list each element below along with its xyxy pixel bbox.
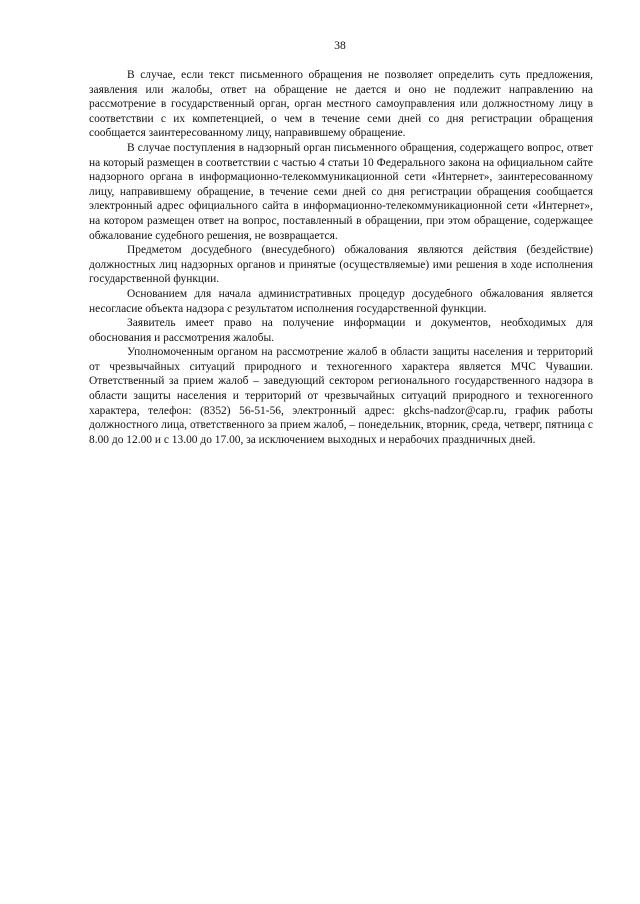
page-number: 38	[334, 40, 346, 52]
document-body	[89, 68, 593, 447]
paragraph-appeal-grounds: Основанием для начала административных процедур досудебного обжалования является несогласие объекта надзора с результатом исполнения государственной функции.	[89, 287, 593, 315]
paragraph-published-answer: В случае поступления в надзорный орган письменного обращения, содержащего вопрос, ответ на который размещен в соответствии с частью 4 статьи 10 Федерального закона на официальном сайте надзорного органа в информационно-телекоммуникационной сети «Интернет», заинтересованному лицу, направившему обращение, в течение семи дней со дня регистрации обращения сообщается электронный адрес официального сайта в информационно-телекоммуникационной сети «Интернет», на котором размещен ответ на вопрос, поставленный в обращении, при этом обращение, содержащее обжалование судебного решения, не возвращается.	[89, 141, 593, 242]
paragraph-applicant-rights: Заявитель имеет право на получение информации и документов, необходимых для обоснования и рассмотрения жалобы.	[89, 317, 593, 344]
paragraph-unclear-appeal: В случае, если текст письменного обращения не позволяет определить суть предложения, заявления или жалобы, ответ на обращение не дается и оно не подлежит направлению на рассмотрение в государственный орган, орган местного самоуправления или должностному лицу в соответствии с их компетенцией, о чем в течение семи дней со дня регистрации обращения сообщается заинтересованному лицу, направившему обращение.	[89, 69, 593, 140]
paragraph-appeal-subject: Предметом досудебного (внесудебного) обжалования являются действия (бездействие) должностных лиц надзорных органов и принятые (осуществляемые) ими решения в ходе исполнения государственной функции.	[89, 244, 593, 286]
paragraph-responsible-body: Уполномоченным органом на рассмотрение жалоб в области защиты населения и территорий от чрезвычайных ситуаций природного и техногенного характера является МЧС Чувашии. Ответственный за прием жалоб – заведующий сектором регионального государственного надзора в области защиты населения и территорий от чрезвычайных ситуаций природного и техногенного характера, телефон: (8352) 56-51-56, электронный адрес: gkchs-nadzor@cap.ru, график работы должностного лица, ответственного за прием жалоб, – понедельник, вторник, среда, четверг, пятница с 8.00 до 12.00 и с 13.00 до 17.00, за исключением выходных и нерабочих праздничных дней.	[89, 346, 593, 446]
